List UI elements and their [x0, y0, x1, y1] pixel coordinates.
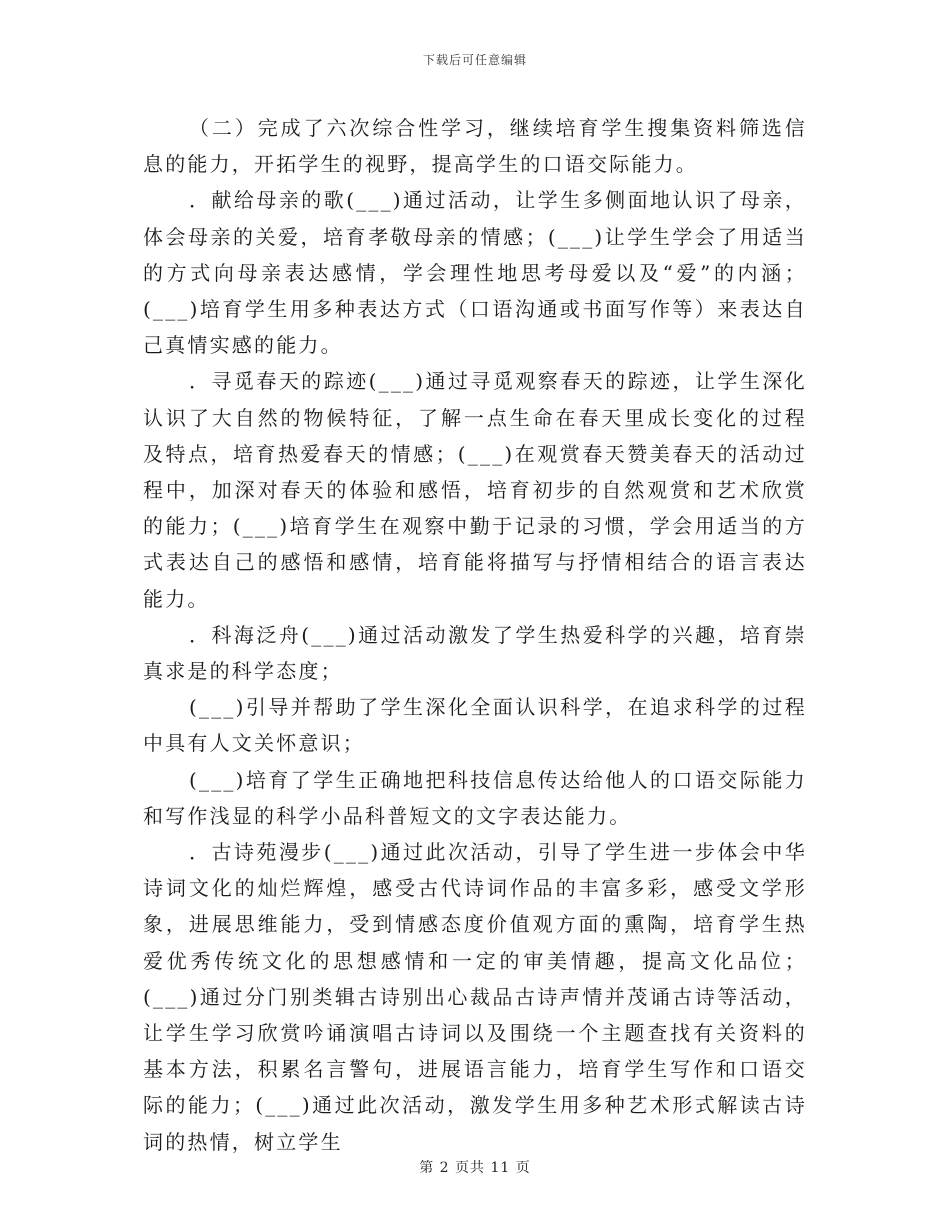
- page-header: 下载后可任意编辑: [422, 53, 527, 67]
- paragraph-comprehensive-learning: （二）完成了六次综合性学习，继续培育学生搜集资料筛选信息的能力，开拓学生的视野，提高学生的口语交际能力。: [143, 116, 807, 177]
- paragraph-mother-song: ．献给母亲的歌(___)通过活动，让学生多侧面地认识了母亲，体会母亲的关爱，培育孝敬母亲的情感；(___)让学生学会了用适当的方式向母亲表达感情，学会理性地思考母爱以及“爱”的内涵；(___)培育学生用多种表达方式（口语沟通或书面写作等）来表达自己真情实感的能力。: [143, 188, 807, 358]
- page-footer: 第 2 页共 11 页: [419, 1160, 531, 1176]
- paragraph-ancient-poetry: ．古诗苑漫步(___)通过此次活动，引导了学生进一步体会中华诗词文化的灿烂辉煌，感受古代诗词作品的丰富多彩，感受文学形象，进展思维能力，受到情感态度价值观方面的熏陶，培育学生热爱优秀传统文化的思想感情和一定的审美情趣，提高文化品位；(___)通过分门别类辑古诗别出心裁品古诗声情并茂诵古诗等活动，让学生学习欣赏吟诵演唱古诗词以及围绕一个主题查找有关资料的基本方法，积累名言警句，进展语言能力，培育学生写作和口语交际的能力；(___)通过此次活动，激发学生用多种艺术形式解读古诗词的热情，树立学生: [143, 840, 807, 1154]
- paragraph-science-humanities: (___)引导并帮助了学生深化全面认识科学，在追求科学的过程中具有人文关怀意识；: [143, 695, 807, 756]
- paragraph-spring-traces: ．寻觅春天的踪迹(___)通过寻觅观察春天的踪迹，让学生深化认识了大自然的物候特征，了解一点生命在春天里成长变化的过程及特点，培育热爱春天的情感；(___)在观赏春天赞美春天的活动过程中，加深对春天的体验和感悟，培育初步的自然观赏和艺术欣赏的能力；(___)培育学生在观察中勤于记录的习惯，学会用适当的方式表达自己的感悟和感情，培育能将描写与抒情相结合的语言表达能力。: [143, 369, 807, 611]
- paragraph-science-sea: ．科海泛舟(___)通过活动激发了学生热爱科学的兴趣，培育崇真求是的科学态度；: [143, 622, 807, 684]
- paragraph-science-communication: (___)培育了学生正确地把科技信息传达给他人的口语交际能力和写作浅显的科学小品科普短文的文字表达能力。: [143, 767, 807, 828]
- document-body: [143, 110, 807, 1160]
